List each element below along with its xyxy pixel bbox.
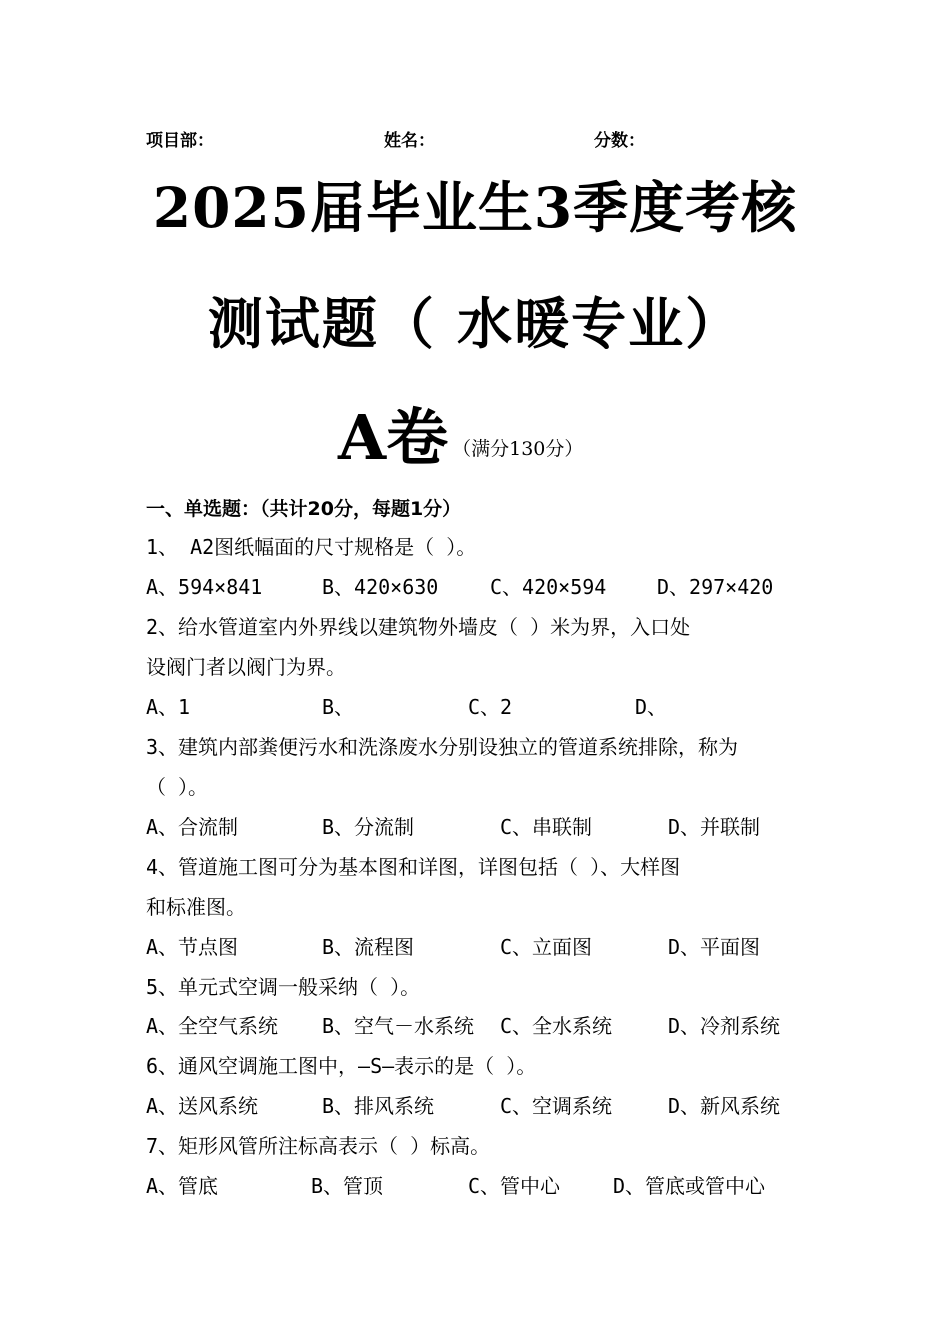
q5-option-b: B、空气－水系统	[322, 1014, 475, 1038]
question-1-text: 1、 A2图纸幅面的尺寸规格是（ ）。	[146, 535, 477, 559]
q7-option-c: C、管中心	[468, 1174, 561, 1198]
q5-option-a: A、全空气系统	[146, 1014, 279, 1038]
score-label: 分数：	[594, 131, 645, 151]
q4-option-a: A、节点图	[146, 935, 239, 959]
q1-option-d: D、297×420	[657, 575, 774, 599]
q3-option-b: B、分流制	[322, 815, 415, 839]
question-2-text: 2、给水管道室内外界线以建筑物外墙皮（ ）米为界，入口处	[146, 615, 691, 639]
q7-option-d: D、管底或管中心	[613, 1174, 766, 1198]
q5-option-c: C、全水系统	[500, 1014, 613, 1038]
name-label: 姓名：	[384, 131, 435, 151]
q3-option-c: C、串联制	[500, 815, 593, 839]
project-label: 项目部：	[146, 131, 214, 151]
q2-option-c: C、2	[468, 695, 513, 719]
question-2-text-cont: 设阀门者以阀门为界。	[146, 655, 346, 679]
q6-option-d: D、新风系统	[668, 1094, 781, 1118]
q2-option-d: D、	[635, 695, 668, 719]
paper-label	[338, 388, 583, 477]
paper-name: A卷	[338, 401, 449, 474]
q7-option-a: A、管底	[146, 1174, 219, 1198]
q4-option-b: B、流程图	[322, 935, 415, 959]
q6-option-b: B、排风系统	[322, 1094, 435, 1118]
q7-option-b: B、管顶	[311, 1174, 384, 1198]
question-3-text-cont: （ ）。	[146, 775, 209, 799]
question-4-text: 4、管道施工图可分为基本图和详图，详图包括（ ）、大样图	[146, 855, 681, 879]
q3-option-d: D、并联制	[668, 815, 761, 839]
question-3-text: 3、建筑内部粪便污水和洗涤废水分别设独立的管道系统排除，称为	[146, 735, 739, 759]
exam-title-line2: 测试题（ 水暖专业）	[207, 291, 743, 356]
q5-option-d: D、冷剂系统	[668, 1014, 781, 1038]
q1-option-a: A、594×841	[146, 575, 263, 599]
q4-option-d: D、平面图	[668, 935, 761, 959]
q6-option-c: C、空调系统	[500, 1094, 613, 1118]
question-4-text-cont: 和标准图。	[146, 895, 246, 919]
q4-option-c: C、立面图	[500, 935, 593, 959]
q2-option-b: B、	[322, 695, 355, 719]
q3-option-a: A、合流制	[146, 815, 239, 839]
question-6-text: 6、通风空调施工图中，—S—表示的是（ ）。	[146, 1054, 537, 1078]
q1-option-b: B、420×630	[322, 575, 439, 599]
q2-option-a: A、1	[146, 695, 191, 719]
question-5-text: 5、单元式空调一般采纳（ ）。	[146, 975, 421, 999]
exam-title-line1: 2025届毕业生3季度考核	[152, 175, 798, 240]
question-7-text: 7、矩形风管所注标高表示（ ）标高。	[146, 1134, 491, 1158]
section-heading: 一、单选题：（共计20分，每题1分）	[146, 498, 462, 520]
q1-option-c: C、420×594	[490, 575, 607, 599]
q6-option-a: A、送风系统	[146, 1094, 259, 1118]
full-marks: （满分130分）	[452, 438, 584, 460]
